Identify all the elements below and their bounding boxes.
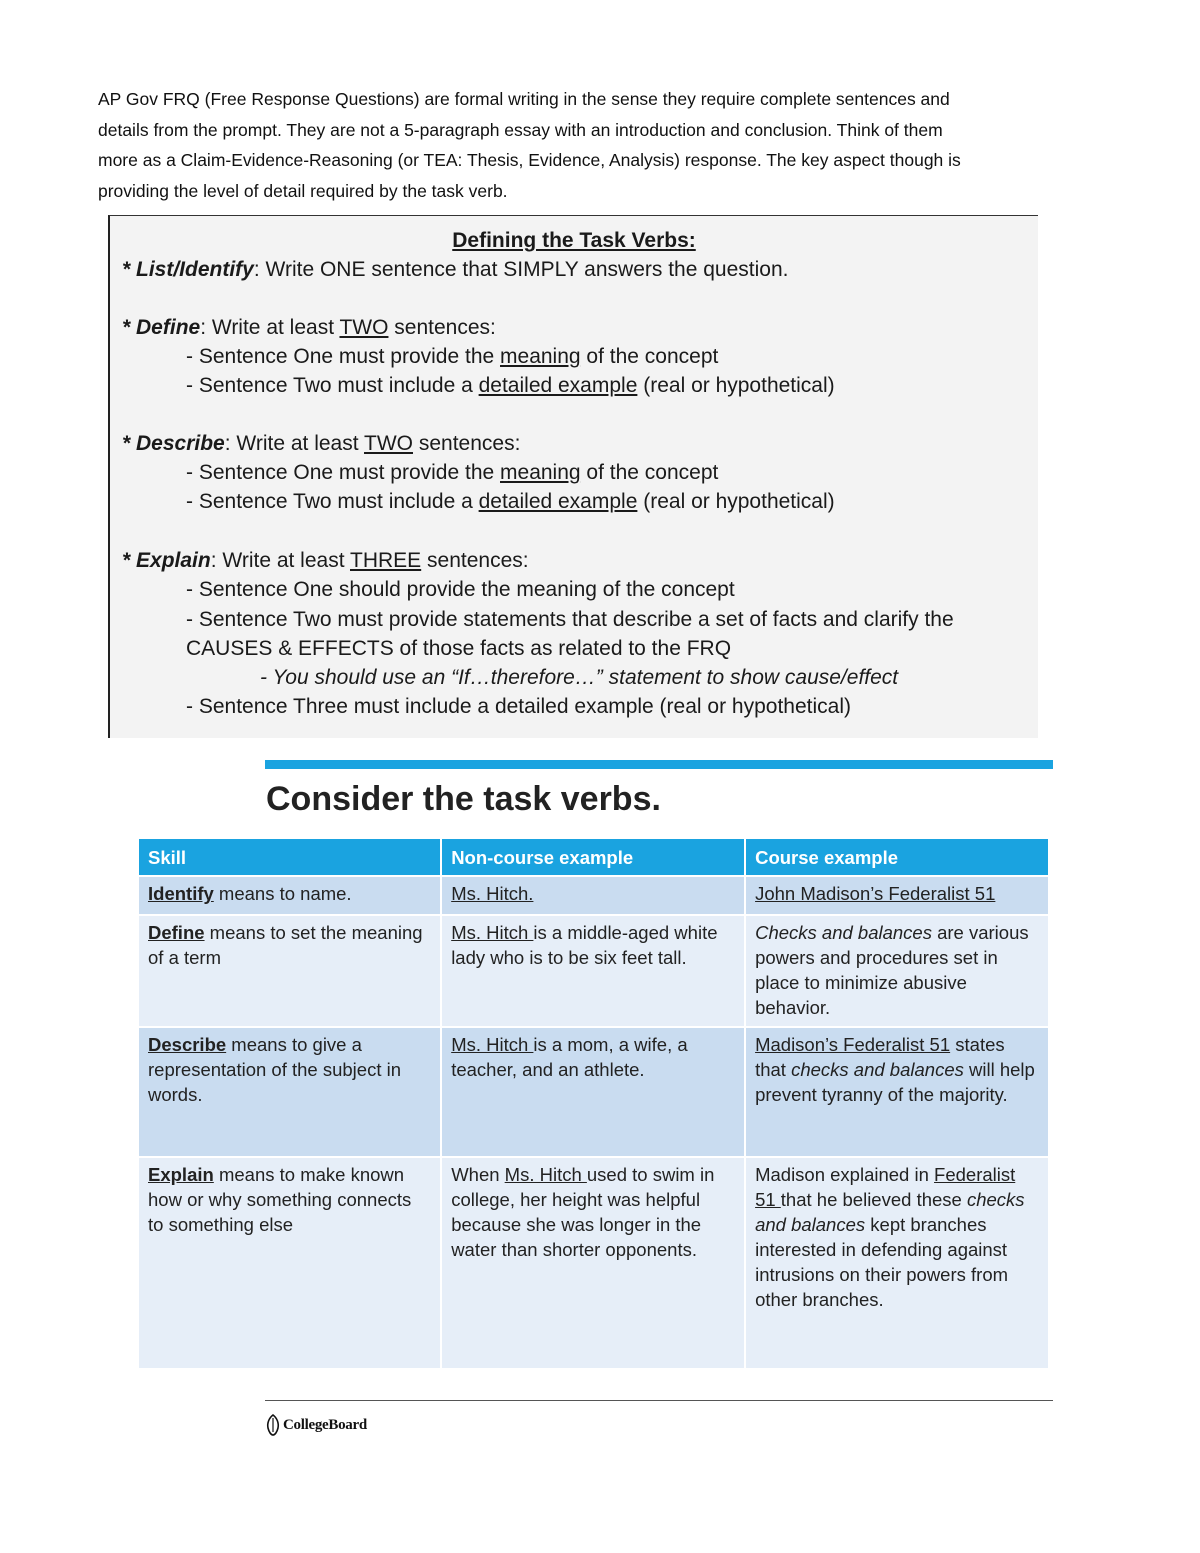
table-row [138, 915, 1049, 1027]
accent-bar [265, 760, 1053, 769]
verb-explain: Explain [136, 549, 211, 572]
explain-sentence-two-cont: CAUSES & EFFECTS of those facts as related to the FRQ [186, 637, 732, 660]
task-verbs-table [137, 837, 1050, 1370]
course-cell: Madison’s Federalist 51 states that checks and balances will help prevent tyranny of the majority. [745, 1027, 1049, 1157]
explain-if-therefore: - You should use an “If…therefore…” statement to show cause/effect [260, 666, 899, 689]
intro-line: details from the prompt. They are not a 5-paragraph essay with an introduction and conclusion. Think of them [98, 119, 943, 140]
explain-line: * Explain: Write at least THREE sentences: [122, 549, 529, 572]
list-identify-line: * List/Identify: Write ONE sentence that SIMPLY answers the question. [122, 258, 789, 281]
explain-sentence-three: - Sentence Three must include a detailed example (real or hypothetical) [186, 695, 851, 718]
explain-sentence-two: - Sentence Two must provide statements that describe a set of facts and clarify the [186, 608, 954, 631]
header-course: Course example [745, 838, 1049, 876]
define-line: * Define: Write at least TWO sentences: [122, 316, 496, 339]
header-skill: Skill [138, 838, 441, 876]
table-row [138, 1027, 1049, 1157]
table-row [138, 1157, 1049, 1369]
skill-cell: Define means to set the meaning of a term [138, 915, 441, 1027]
non-course-cell: Ms. Hitch is a mom, a wife, a teacher, and an athlete. [441, 1027, 745, 1157]
logo-text: CollegeBoard [283, 1416, 367, 1433]
non-course-cell: Ms. Hitch is a middle-aged white lady who is to be six feet tall. [441, 915, 745, 1027]
table-header-row [138, 838, 1049, 876]
intro-line: providing the level of detail required by the task verb. [98, 180, 508, 201]
course-cell: Checks and balances are various powers and procedures set in place to minimize abusive behavior. [745, 915, 1049, 1027]
table-row [138, 876, 1049, 915]
skill-cell: Describe means to give a representation of the subject in words. [138, 1027, 441, 1157]
intro-paragraph [98, 84, 1088, 206]
verb-list-identify: List/Identify [136, 258, 254, 281]
define-sentence-one: - Sentence One must provide the meaning of the concept [186, 345, 719, 368]
course-cell: John Madison’s Federalist 51 [745, 876, 1049, 915]
verb-define: Define [136, 316, 201, 339]
non-course-cell: When Ms. Hitch used to swim in college, her height was helpful because she was longer in the water than shorter opponents. [441, 1157, 745, 1369]
define-sentence-two: - Sentence Two must include a detailed example (real or hypothetical) [186, 374, 835, 397]
footer-divider [265, 1400, 1053, 1401]
verb-describe: Describe [136, 432, 225, 455]
intro-line: more as a Claim-Evidence-Reasoning (or TEA: Thesis, Evidence, Analysis) response. The key aspect though is [98, 150, 961, 170]
describe-sentence-two: - Sentence Two must include a detailed example (real or hypothetical) [186, 490, 835, 513]
acorn-icon [266, 1414, 280, 1436]
intro-line: AP Gov FRQ (Free Response Questions) are formal writing in the sense they require complete sentences and [98, 89, 950, 109]
skill-cell: Explain means to make known how or why something connects to something else [138, 1157, 441, 1369]
describe-line: * Describe: Write at least TWO sentences: [122, 432, 521, 455]
header-non-course: Non-course example [441, 838, 745, 876]
describe-sentence-one: - Sentence One must provide the meaning of the concept [186, 461, 719, 484]
task-verbs-title: Defining the Task Verbs: [452, 229, 696, 252]
course-cell: Madison explained in Federalist 51 that he believed these checks and balances kept branches interested in defending against intrusions on their powers from other branches. [745, 1157, 1049, 1369]
consider-title: Consider the task verbs. [266, 780, 661, 818]
collegeboard-logo [266, 1414, 367, 1436]
skill-cell: Identify means to name. [138, 876, 441, 915]
non-course-cell: Ms. Hitch. [441, 876, 745, 915]
task-verbs-box [108, 215, 1038, 738]
explain-sentence-one: - Sentence One should provide the meaning of the concept [186, 578, 735, 601]
